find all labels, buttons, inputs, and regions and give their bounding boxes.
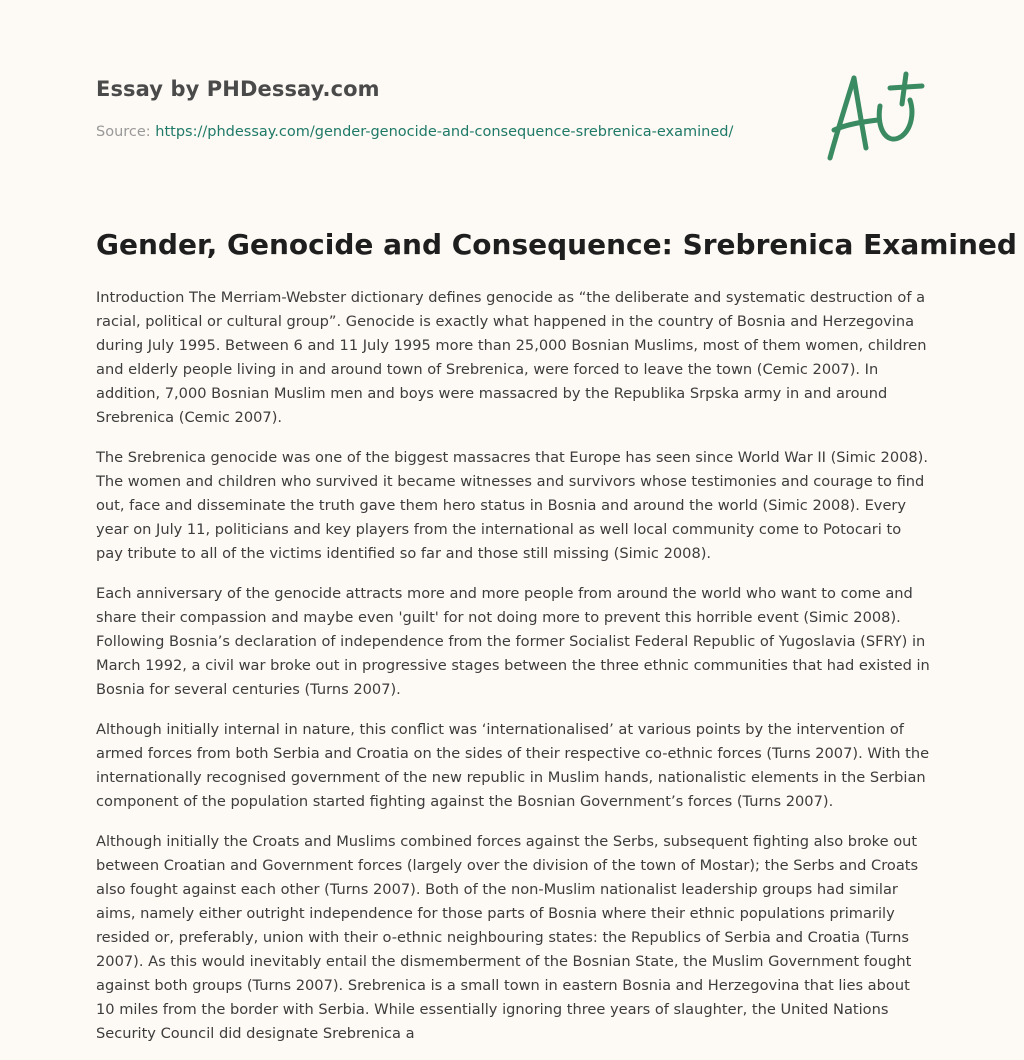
essay-title: Gender, Genocide and Consequence: Srebrenica Examined: [96, 228, 1017, 261]
source-label: Source:: [96, 124, 151, 140]
paragraph: The Srebrenica genocide was one of the biggest massacres that Europe has seen since World War II (Simic 2008). The women and children who survived it became witnesses and survivors whose testimonies and courage to find out, face and disseminate the truth gave them hero status in Bosnia and around the world (Simic 2008). Every year on July 11, politicians and key players from the international as well local community come to Potocari to pay tribute to all of the victims identified so far and those still missing (Simic 2008).: [96, 449, 929, 562]
source-line: [96, 124, 733, 140]
source-link[interactable]: https://phdessay.com/gender-genocide-and-consequence-srebrenica-examined/: [155, 124, 734, 140]
essay-body: [96, 286, 930, 1060]
paragraph: Introduction The Merriam-Webster dictionary defines genocide as “the deliberate and systematic destruction of a racial, political or cultural group”. Genocide is exactly what happened in the country of Bosnia and Herzegovina during July 1995. Between 6 and 11 July 1995 more than 25,000 Bosnian Muslims, most of them women, children and elderly people living in and around town of Srebrenica, were forced to leave the town (Cemic 2007). In addition, 7,000 Bosnian Muslim men and boys were massacred by the Republika Srpska army in and around Srebrenica (Cemic 2007).: [96, 289, 927, 426]
paragraph: Each anniversary of the genocide attracts more and more people from around the world who want to come and share their compassion and maybe even 'guilt' for not doing more to prevent this horrible event (Simic 2008). Following Bosnia’s declaration of independence from the former Socialist Federal Republic of Yugoslavia (SFRY) in March 1992, a civil war broke out in progressive stages between the three ethnic communities that had existed in Bosnia for several centuries (Turns 2007).: [96, 585, 930, 698]
a-plus-logo-icon: [818, 66, 930, 166]
site-brand: Essay by PHDessay.com: [96, 77, 380, 101]
paragraph: Although initially the Croats and Muslims combined forces against the Serbs, subsequent fighting also broke out between Croatian and Government forces (largely over the division of the town of Mostar); the Serbs and Croats also fought against each other (Turns 2007). Both of the non-Muslim nationalist leadership groups had similar aims, namely either outright independence for those parts of Bosnia where their ethnic populations primarily resided or, preferably, union with their o-ethnic neighbouring states: the Republics of Serbia and Croatia (Turns 2007). As this would inevitably entail the dismemberment of the Bosnian State, the Muslim Government fought against both groups (Turns 2007). Srebrenica is a small town in eastern Bosnia and Herzegovina that lies about 10 miles from the border with Serbia. While essentially ignoring three years of slaughter, the United Nations Security Council did designate Srebrenica a: [96, 833, 919, 1042]
paragraph: Although initially internal in nature, this conflict was ‘internationalised’ at various points by the intervention of armed forces from both Serbia and Croatia on the sides of their respective co-ethnic forces (Turns 2007). With the internationally recognised government of the new republic in Muslim hands, nationalistic elements in the Serbian component of the population started fighting against the Bosnian Government’s forces (Turns 2007).: [96, 721, 930, 810]
